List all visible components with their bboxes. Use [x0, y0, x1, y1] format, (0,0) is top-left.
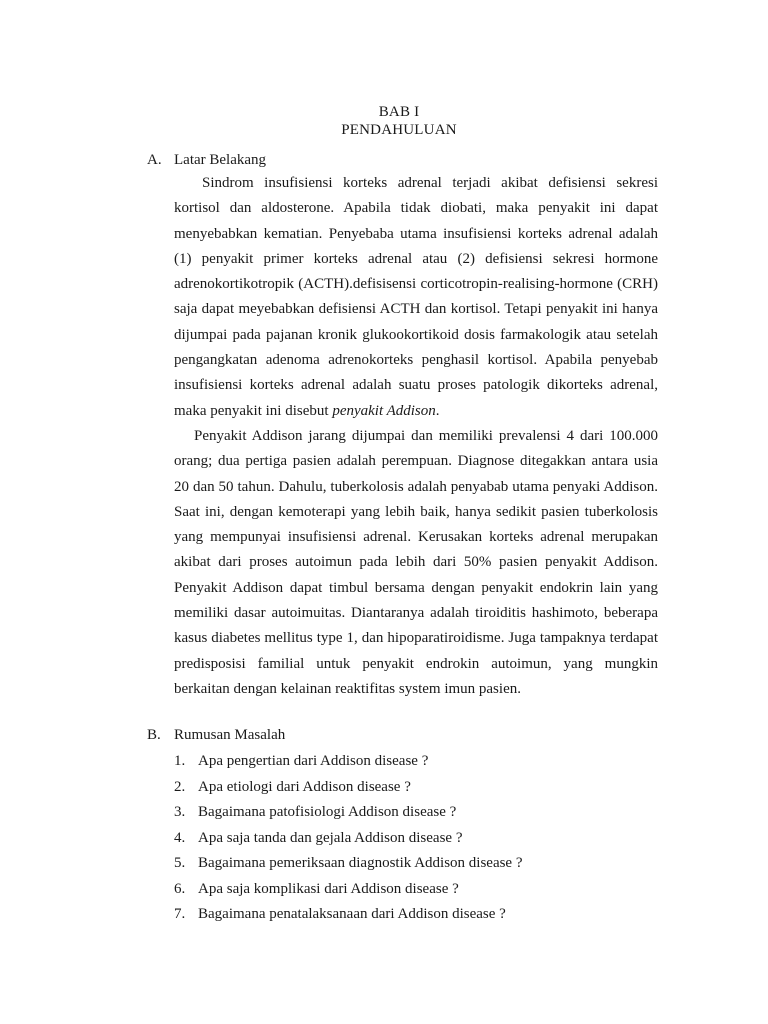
- section-a-title: Latar Belakang: [174, 152, 267, 168]
- problem-list: [174, 749, 523, 928]
- list-item: [174, 800, 523, 826]
- list-item-number: 1.: [174, 753, 186, 769]
- chapter-heading: BAB I: [378, 104, 420, 120]
- list-item-text: Bagaimana pemeriksaan diagnostik Addison disease ?: [198, 855, 523, 871]
- paragraph-1-end: .: [435, 402, 440, 419]
- list-item-text: Apa etiologi dari Addison disease ?: [198, 778, 411, 795]
- paragraph-1-italic-term: penyakit Addison: [332, 402, 436, 419]
- section-b-label: B.: [147, 727, 161, 743]
- list-item-text: Bagaimana patofisiologi Addison disease ?: [198, 804, 457, 820]
- list-item-text: Apa saja tanda dan gejala Addison disease ?: [198, 829, 463, 846]
- list-item-text: Apa saja komplikasi dari Addison disease ?: [198, 880, 459, 897]
- paragraph-1-text: Sindrom insufisiensi korteks adrenal terjadi akibat defisiensi sekresi kortisol dan aldosterone. Apabila tidak diobati, maka penyakit ini dapat menyebabkan kematian. Penyebaba utama insufisiensi korteks adrenal adalah (1) penyakit primer korteks adrenal atau (2) defisiensi sekresi hormone adrenokortikotropik (ACTH).defisisensi corticotropin-realising-hormone (CRH) saja dapat meyebabkan defisiensi ACTH dan kortisol. Tetapi penyakit ini hanya dijumpai pada pajanan kronik glukookortikoid dosis farmakologik atau setelah pengangkatan adenoma adrenokorteks penghasil kortisol. Apabila penyebab insufisiensi korteks adrenal adalah suatu proses patologik dikorteks adrenal, maka penyakit ini disebut: [174, 175, 658, 419]
- list-item-number: 3.: [174, 804, 186, 820]
- list-item: [174, 749, 523, 775]
- section-a-label: A.: [147, 152, 162, 168]
- chapter-title: PENDAHULUAN: [341, 122, 457, 138]
- paragraph-2: Penyakit Addison jarang dijumpai dan memiliki prevalensi 4 dari 100.000 orang; dua pertiga pasien adalah perempuan. Diagnose ditegakkan antara usia 20 dan 50 tahun. Dahulu, tuberkolosis adalah penyabab utama penyaki Addison. Saat ini, dengan kemoterapi yang lebih baik, hanya sedikit pasien tuberkolosis yang mempunyai insufisiensi adrenal. Kerusakan korteks adrenal merupakan akibat dari proses autoimun pada lebih dari 50% pasien penyakit Addison. Penyakit Addison dapat timbul bersama dengan penyakit endokrin lain yang memiliki dasar autoimuitas. Diantaranya adalah tiroiditis hashimoto, beberapa kasus diabetes mellitus type 1, dan hipoparatiroidisme. Juga tampaknya terdapat predisposisi familial untuk penyakit endrokin autoimun, yang mungkin berkaitan dengan kelainan reaktifitas system imun pasien.: [174, 428, 658, 697]
- list-item-number: 5.: [174, 855, 186, 871]
- list-item-number: 7.: [174, 906, 186, 922]
- list-item: [174, 877, 523, 903]
- list-item-text: Apa pengertian dari Addison disease ?: [198, 753, 429, 769]
- list-item: [174, 826, 523, 852]
- list-item: [174, 902, 523, 928]
- list-item: [174, 775, 523, 801]
- list-item-number: 4.: [174, 829, 186, 846]
- list-item-number: 6.: [174, 880, 186, 897]
- list-item-text: Bagaimana penatalaksanaan dari Addison disease ?: [198, 906, 506, 922]
- list-item: [174, 851, 523, 877]
- section-b-title: Rumusan Masalah: [174, 727, 286, 743]
- list-item-number: 2.: [174, 778, 186, 795]
- paragraph-1: [174, 171, 658, 424]
